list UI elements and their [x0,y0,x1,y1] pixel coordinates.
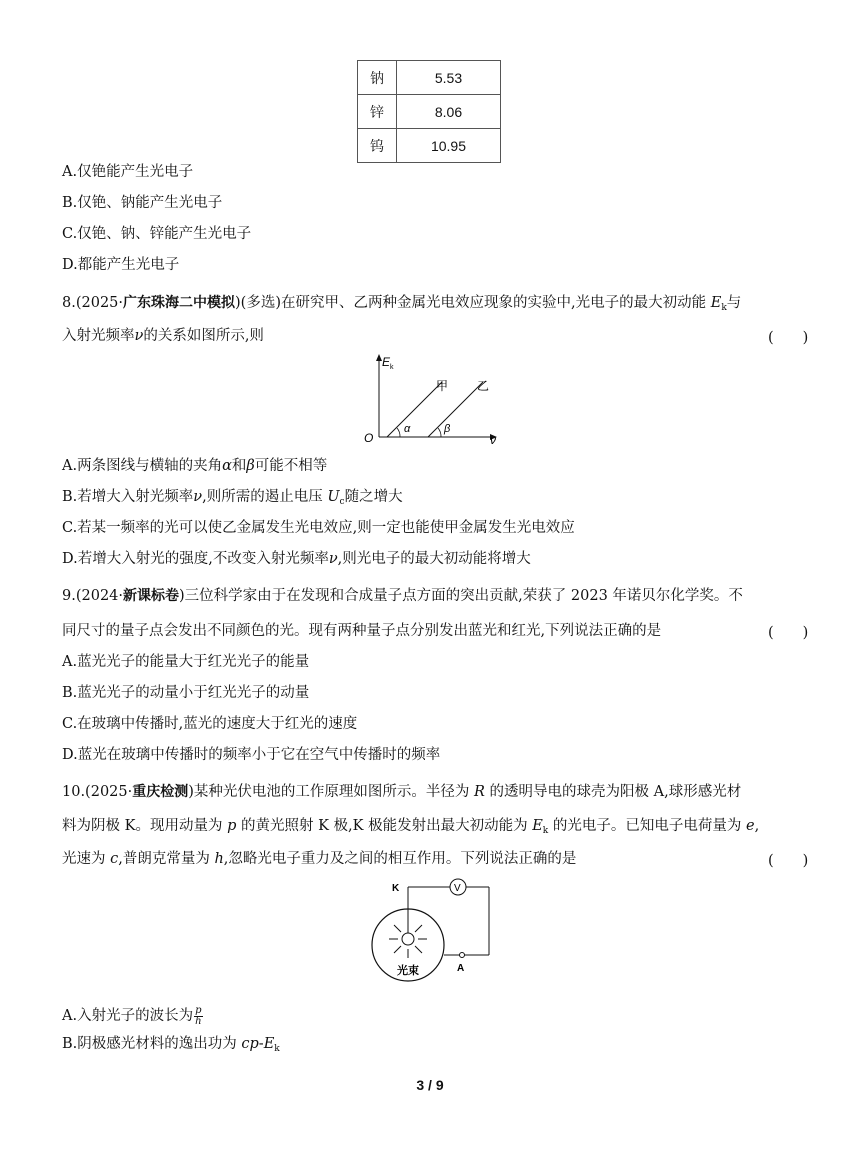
label-jia: 甲 [436,379,449,393]
table-row [358,129,501,163]
q9-answer-paren: ( ) [768,625,809,641]
metal-name: 锌 [358,95,397,129]
q9-option-d: D.蓝光在玻璃中传播时的频率小于它在空气中传播时的频率 [62,747,441,763]
table-row [358,95,501,129]
q9-option-a: A.蓝光光子的能量大于红光光子的能量 [62,654,310,670]
q7-option-c: C.仅铯、钠、锌能产生光电子 [62,226,252,242]
q7-option-a: A.仅铯能产生光电子 [62,164,194,180]
q8-source: 广东珠海二中模拟 [123,294,236,310]
q10-stem-line3: 光速为 c,普朗克常量为 h,忽略光电子重力及之间的相互作用。下列说法正确的是 [62,851,577,867]
q9-source: 新课标卷 [123,587,180,603]
q10-stem-line2: 料为阴极 K。现用动量为 p 的黄光照射 K 极,K 极能发射出最大初动能为 $E_k$ 的光电子。已知电子电荷量为 e, [62,818,760,836]
angle-beta: β [444,423,451,435]
q8-stem-line1: 8.(2025·广东珠海二中模拟)(多选)在研究甲、乙两种金属光电效应现象的实验中,光电子的最大初动能 $E_k$与 [62,294,742,313]
line-jia [387,382,442,437]
q7-option-b: B.仅铯、钠能产生光电子 [62,195,223,211]
fraction: $\frac{p}{h}$ [195,1004,202,1027]
q10-answer-paren: ( ) [768,853,809,869]
arc-alpha [397,428,400,437]
metal-value: 5.53 [397,61,501,95]
q8-answer-paren: ( ) [768,330,809,346]
metal-name: 钨 [358,129,397,163]
label-a: A [457,963,465,974]
q8-graph [360,348,510,448]
label-k: K [392,883,400,894]
label-beam: 光束 [397,965,419,977]
voltmeter-label: V [454,883,461,894]
q10-stem-line1: 10.(2025·重庆检测)某种光伏电池的工作原理如图所示。半径为 R 的透明导电的球壳为阳极 A,球形感光材 [62,783,742,800]
metal-value: 8.06 [397,95,501,129]
arc-beta [438,428,441,437]
page-number: 3 / 9 [416,1077,444,1093]
angle-alpha: α [404,423,411,435]
label-yi: 乙 [477,379,490,393]
q9-stem-line1: 9.(2024·新课标卷)三位科学家由于在发现和合成量子点方面的突出贡献,荣获了 2023 年诺贝尔化学奖。不 [62,587,743,604]
x-axis-label: ν [490,433,496,447]
q8-stem-line2: 入射光频率ν的关系如图所示,则 [62,328,264,344]
metal-name: 钠 [358,61,397,95]
metal-value: 10.95 [397,129,501,163]
q10-option-a: A.入射光子的波长为 $\frac{p}{h}$ [62,1004,202,1027]
q10-source: 重庆检测 [132,783,189,799]
q8-option-b: B.若增大入射光频率ν,则所需的遏止电压 $U_c$随之增大 [62,489,403,507]
table-row [358,61,501,95]
q9-option-b: B.蓝光光子的动量小于红光光子的动量 [62,685,310,701]
work-function-table [357,60,501,163]
terminal-a [460,953,465,958]
q8-option-a: A.两条图线与横轴的夹角α和β可能不相等 [62,458,328,474]
q7-option-d: D.都能产生光电子 [62,257,180,273]
q8-option-d: D.若增大入射光的强度,不改变入射光频率ν,则光电子的最大初动能将增大 [62,551,531,567]
y-axis-label: E [382,355,391,369]
origin-label: O [364,431,374,445]
y-axis-sub: k [390,364,394,371]
q8-option-c: C.若某一频率的光可以使乙金属发生光电效应,则一定也能使甲金属发生光电效应 [62,520,575,536]
q9-stem-line2: 同尺寸的量子点会发出不同颜色的光。现有两种量子点分别发出蓝光和红光,下列说法正确的是 [62,623,662,639]
cathode-sphere [402,933,414,945]
q9-option-c: C.在玻璃中传播时,蓝光的速度大于红光的速度 [62,716,358,732]
q10-option-b: B.阴极感光材料的逸出功为 $cp-E_k$ [62,1036,280,1054]
q10-circuit-diagram [365,876,495,991]
